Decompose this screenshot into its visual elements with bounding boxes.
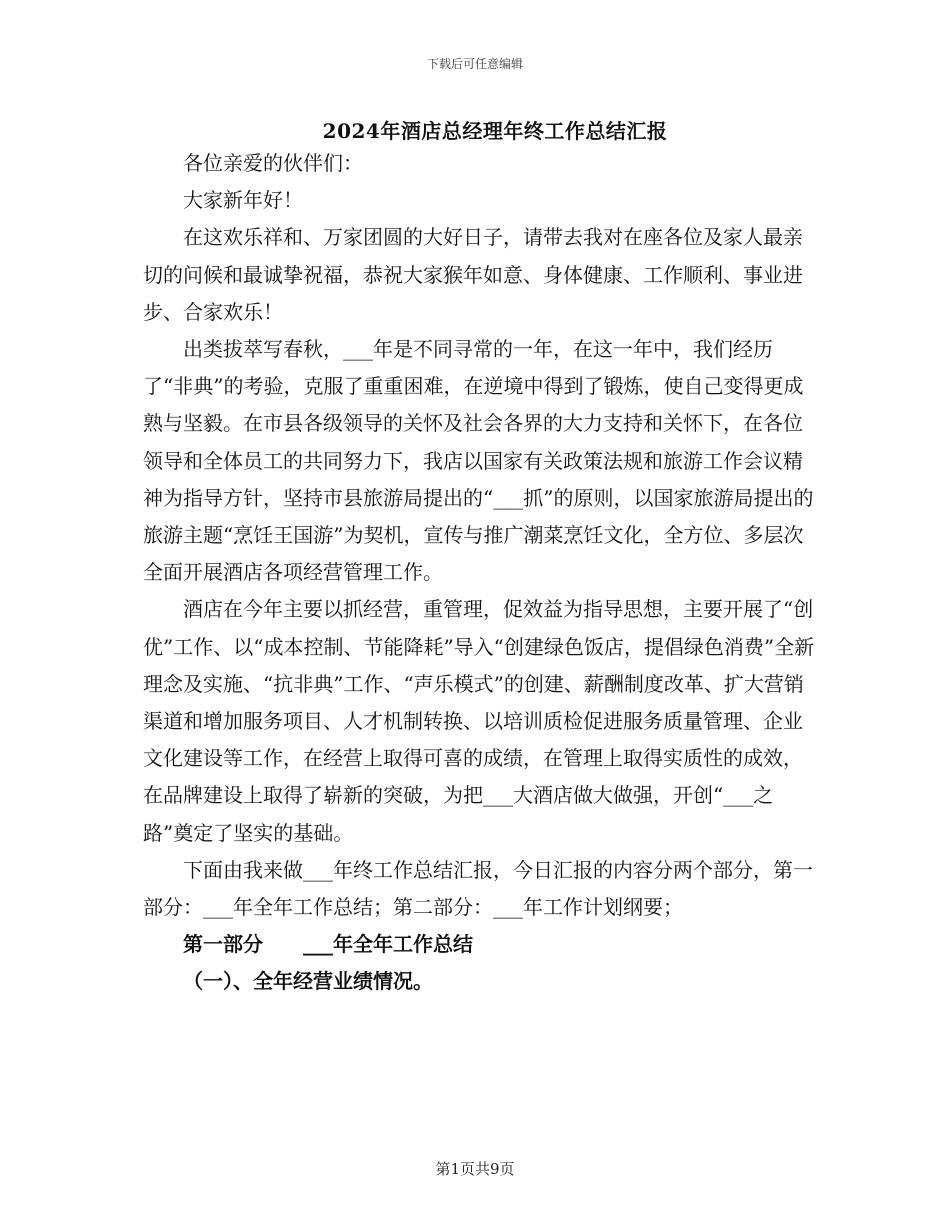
- part-one-heading: 第一部分 ___年全年工作总结: [183, 932, 473, 957]
- report-outline-paragraph: 下面由我来做___年终工作总结汇报，今日汇报的内容分两个部分，第一部分：___年全年工作总结；第二部分：___年工作计划纲要；: [143, 857, 813, 920]
- review-paragraph: 出类拔萃写春秋，___年是不同寻常的一年，在这一年中，我们经历了“非典”的考验，克服了重重困难，在逆境中得到了锻炼，使自己变得更成熟与坚毅。在市县各级领导的关怀及社会各界的大力支持和关怀下，在各位领导和全体员工的共同努力下，我店以国家有关政策法规和旅游工作会议精神为指导方针，坚持市县旅游局提出的“___抓”的原则，以国家旅游局提出的旅游主题“烹饪王国游”为契机，宣传与推广潮菜烹饪文化，全方位、多层次全面开展酒店各项经营管理工作。: [143, 337, 814, 585]
- wishes-paragraph: 在这欢乐祥和、万家团圆的大好日子，请带去我对在座各位及家人最亲切的问候和最诚挚祝福，恭祝大家猴年如意、身体健康、工作顺利、事业进步、合家欢乐！: [143, 225, 803, 324]
- work-summary-paragraph: 酒店在今年主要以抓经营，重管理，促效益为指导思想，主要开展了“创优”工作、以“成本控制、节能降耗”导入“创建绿色饭店，提倡绿色消费”全新理念及实施、“抗非典”工作、“声乐模式”的创建、薪酬制度改革、扩大营销渠道和增加服务项目、人才机制转换、以培训质检促进服务质量管理、企业文化建设等工作，在经营上取得可喜的成绩，在管理上取得实质性的成效，在品牌建设上取得了崭新的突破，为把___大酒店做大做强，开创“___之路”奠定了坚实的基础。: [143, 597, 815, 845]
- greeting-paragraph: 各位亲爱的伙伴们：: [183, 151, 363, 175]
- section-one-heading: （一）、全年经营业绩情况。: [183, 969, 433, 994]
- document-body: [143, 145, 818, 1001]
- new-year-paragraph: 大家新年好！: [183, 188, 303, 213]
- header-note: 下载后可任意编辑: [426, 57, 523, 71]
- document-title: 2024年酒店总经理年终工作总结汇报: [322, 119, 668, 143]
- page-number: 第1页共9页: [435, 1160, 515, 1178]
